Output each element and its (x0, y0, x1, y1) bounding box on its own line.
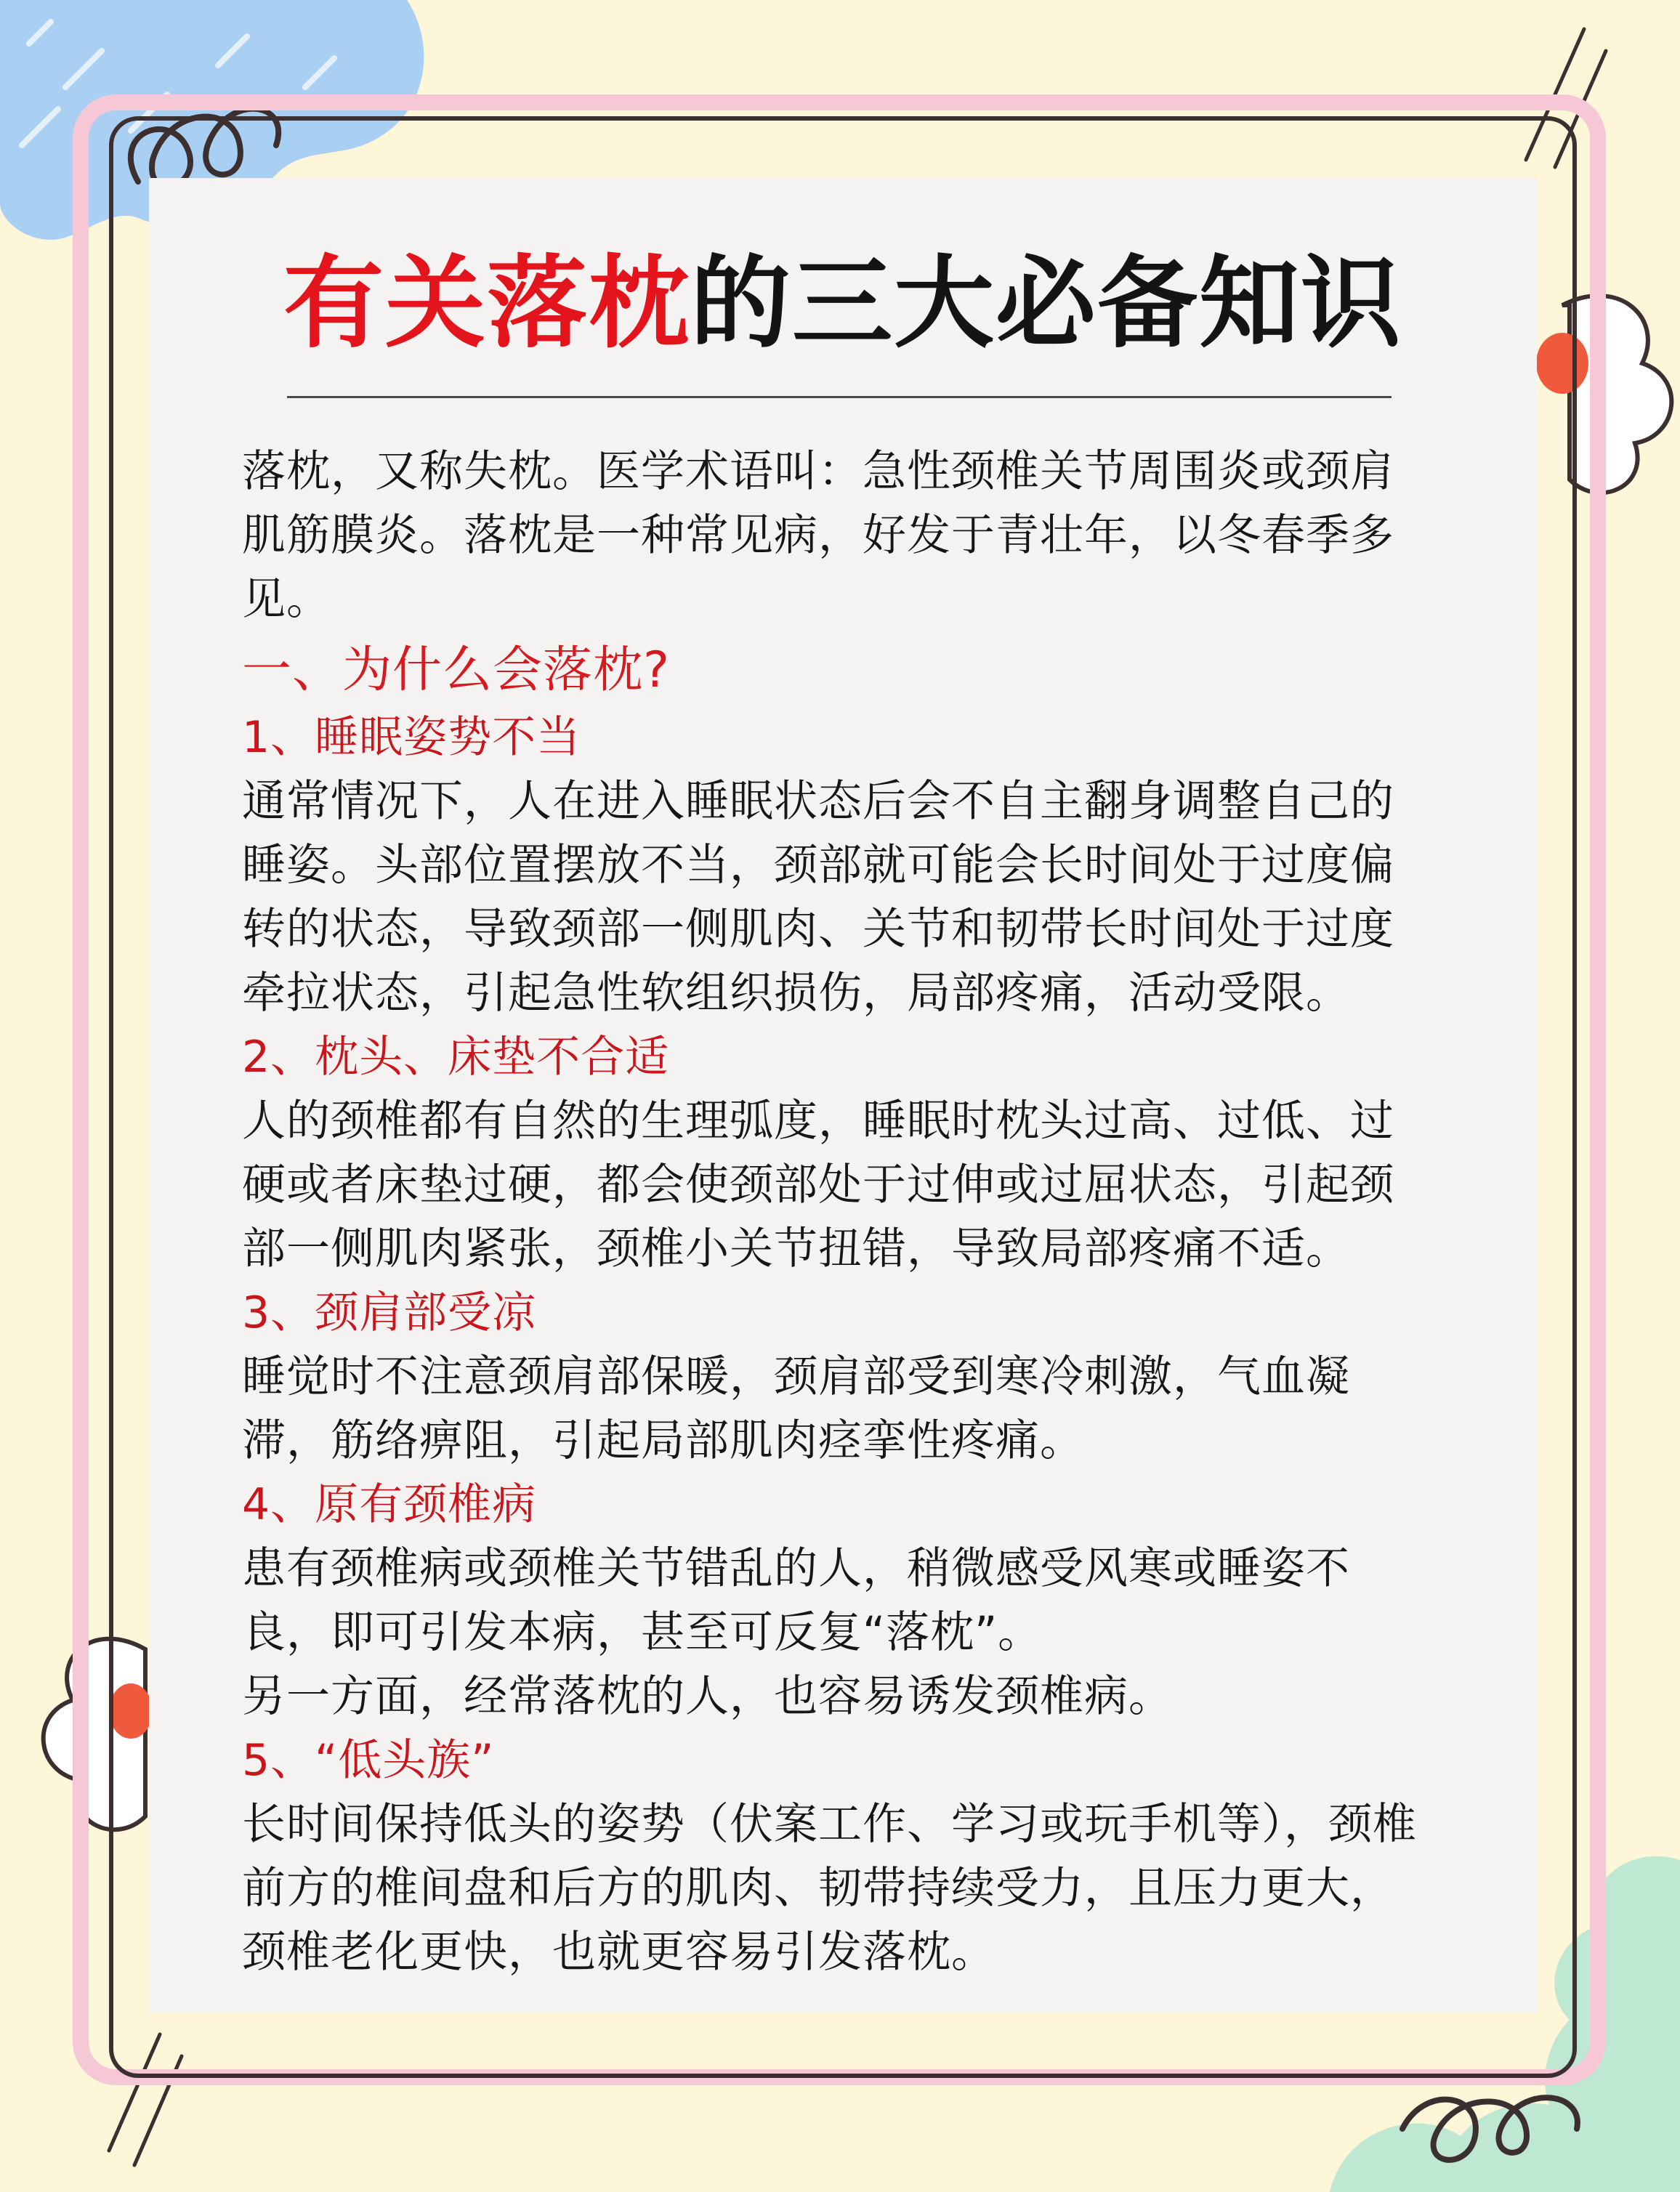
item-heading: 1、睡眠姿势不当 (242, 712, 581, 763)
section-heading: 一、为什么会落枕? (242, 642, 671, 699)
article-body (242, 440, 1434, 1984)
item-paragraph: 通常情况下，人在进入睡眠状态后会不自主翻身调整自己的睡姿。头部位置摆放不当，颈部就可能会长时间处于过度偏转的状态，导致颈部一侧肌肉、关节和韧带长时间处于过度牵拉状态，引起急性软组织损伤，局部疼痛，活动受限。 (242, 776, 1394, 1019)
title-divider (287, 396, 1392, 398)
item-paragraph: 长时间保持低头的姿势（伏案工作、学习或玩手机等），颈椎前方的椎间盘和后方的肌肉、韧带持续受力，且压力更大，颈椎老化更快，也就更容易引发落枕。 (242, 1799, 1417, 1978)
title-rest: 的三大必备知识 (690, 245, 1403, 362)
item-heading: 4、原有颈椎病 (242, 1479, 537, 1530)
item-paragraph: 患有颈椎病或颈椎关节错乱的人，稍微感受风寒或睡姿不良，即可引发本病，甚至可反复“落枕”。 (242, 1543, 1350, 1658)
item-heading: 2、枕头、床垫不合适 (242, 1032, 670, 1083)
item-paragraph: 人的颈椎都有自然的生理弧度，睡眠时枕头过高、过低、过硬或者床垫过硬，都会使颈部处于过伸或过屈状态，引起颈部一侧肌肉紧张，颈椎小关节扭错，导致局部疼痛不适。 (242, 1096, 1394, 1274)
item-heading: 3、颈肩部受凉 (242, 1287, 537, 1338)
intro-paragraph: 落枕，又称失枕。医学术语叫：急性颈椎关节周围炎或颈肩肌筋膜炎。落枕是一种常见病，好发于青壮年，以冬春季多见。 (242, 446, 1394, 625)
item-paragraph: 另一方面，经常落枕的人，也容易诱发颈椎病。 (242, 1671, 1173, 1722)
title-highlight: 有关落枕 (283, 245, 690, 362)
item-paragraph: 睡觉时不注意颈肩部保暖，颈肩部受到寒冷刺激，气血凝滞，筋络痹阻，引起局部肌肉痉挛性疼痛。 (242, 1351, 1350, 1466)
page-title (149, 243, 1537, 364)
item-heading: 5、“低头族” (242, 1735, 495, 1786)
content-card (149, 178, 1537, 2013)
